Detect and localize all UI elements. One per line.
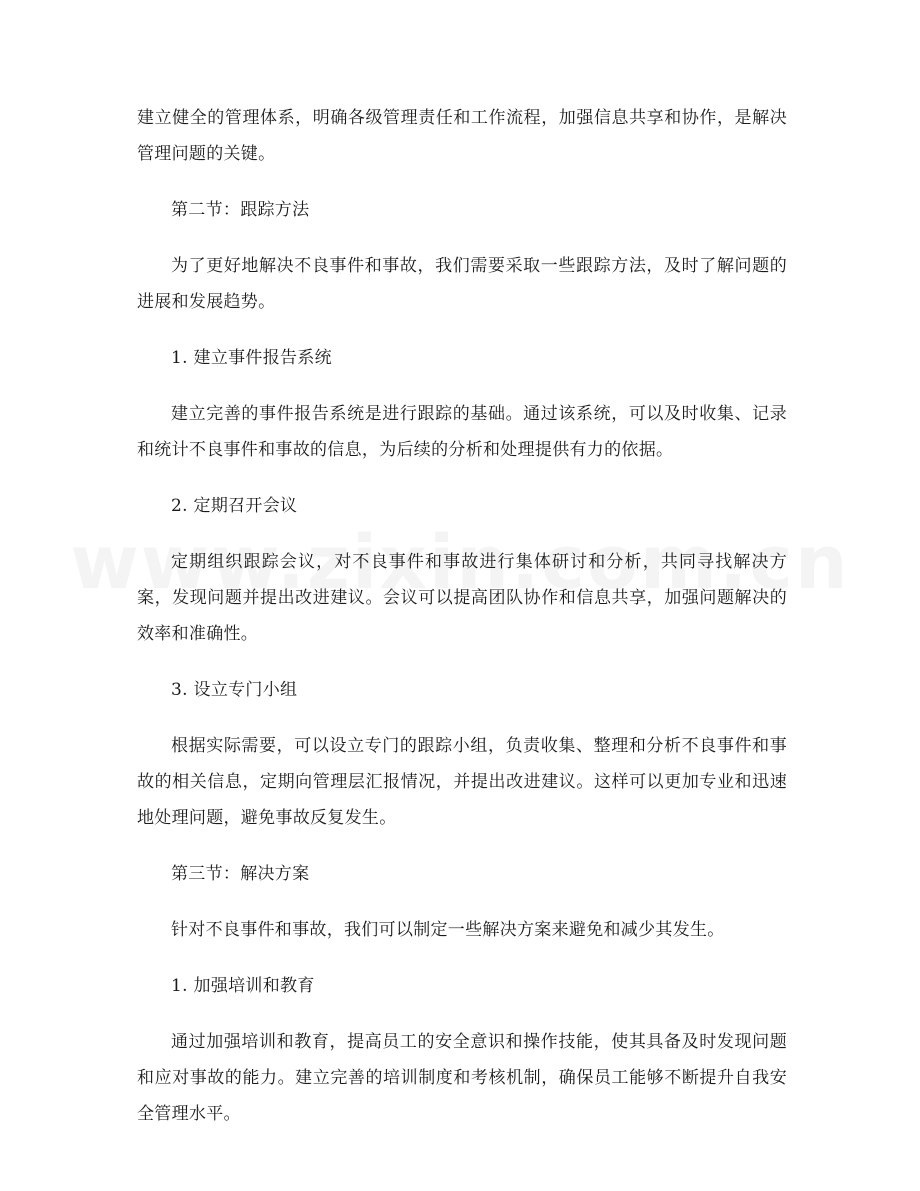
- paragraph-regular-meetings: 定期组织跟踪会议，对不良事件和事故进行集体研讨和分析，共同寻找解决方案，发现问题并提出改进建议。会议可以提高团队协作和信息共享，加强问题解决的效率和准确性。: [137, 552, 787, 644]
- paragraph-tracking-intro: 为了更好地解决不良事件和事故，我们需要采取一些跟踪方法，及时了解问题的进展和发展趋势。: [137, 256, 787, 312]
- paragraph-special-team: 根据实际需要，可以设立专门的跟踪小组，负责收集、整理和分析不良事件和事故的相关信息，定期向管理层汇报情况，并提出改进建议。这样可以更加专业和迅速地处理问题，避免事故反复发生。: [137, 736, 787, 828]
- item-heading-report-system: 1. 建立事件报告系统: [171, 348, 332, 368]
- paragraph-solutions-intro: 针对不良事件和事故，我们可以制定一些解决方案来避免和减少其发生。: [171, 920, 725, 940]
- section-heading-solutions: 第三节：解决方案: [171, 864, 310, 884]
- item-heading-special-team: 3. 设立专门小组: [171, 680, 298, 700]
- item-heading-regular-meetings: 2. 定期召开会议: [171, 496, 298, 516]
- paragraph-training: 通过加强培训和教育，提高员工的安全意识和操作技能，使其具备及时发现问题和应对事故的能力。建立完善的培训制度和考核机制，确保员工能够不断提升自我安全管理水平。: [137, 1032, 787, 1124]
- section-heading-tracking-methods: 第二节：跟踪方法: [171, 200, 310, 220]
- document-body: [137, 100, 787, 1152]
- paragraph-management-system: 建立健全的管理体系，明确各级管理责任和工作流程，加强信息共享和协作，是解决管理问题的关键。: [137, 108, 787, 164]
- item-heading-training: 1. 加强培训和教育: [171, 976, 315, 996]
- paragraph-report-system: 建立完善的事件报告系统是进行跟踪的基础。通过该系统，可以及时收集、记录和统计不良事件和事故的信息，为后续的分析和处理提供有力的依据。: [137, 404, 787, 460]
